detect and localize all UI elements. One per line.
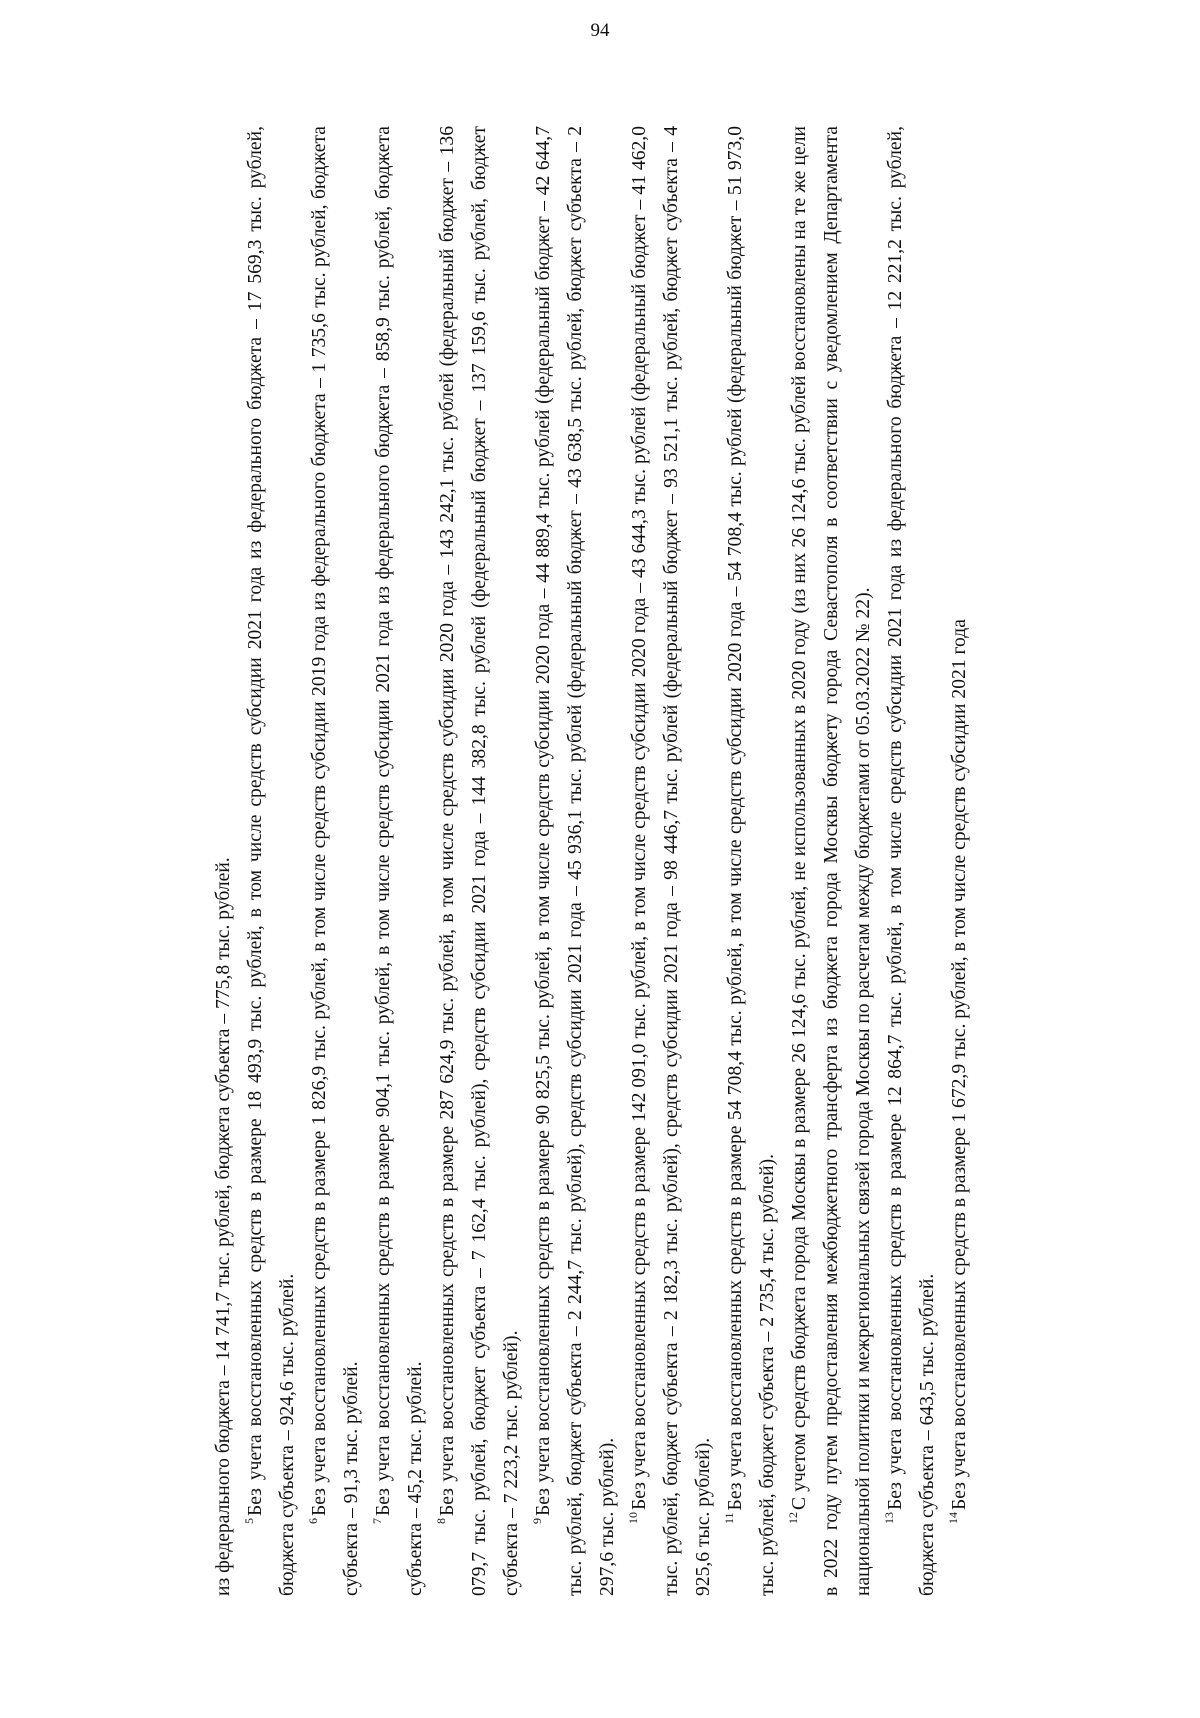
footnote-9 bbox=[528, 126, 624, 1596]
footnote-text: Без учета восстановленных средств в размере 1 826,9 тыс. рублей, в том числе средств субсидии 2019 года из федерального бюджета – 1 735,6 тыс. рублей, бюджета субъекта – 91,3 тыс. рублей. bbox=[309, 126, 362, 1596]
footnote-marker: 13 bbox=[882, 1512, 897, 1524]
footnote-marker: 7 bbox=[370, 1518, 385, 1524]
footnote-text: С учетом средств бюджета города Москвы в размере 26 124,6 тыс. рублей, не использованных в 2020 году (из них 26 124,6 тыс. рублей восстановлены на те же цели в 2022 году путем предоставления межбюджетного трансферта из бюджета города Москвы бюджету города Севастополя в соответствии с уведомлением Департамента национальной политики и межрегиональных связей города Москвы по расчетам между бюджетами от 05.03.2022 № 22). bbox=[789, 126, 874, 1596]
footnote-10 bbox=[624, 126, 720, 1596]
footnote-12 bbox=[784, 126, 880, 1596]
footnote-6 bbox=[304, 126, 368, 1596]
footnote-text: из федерального бюджета – 14 741,7 тыс. рублей, бюджета субъекта – 775,8 тыс. рублей. bbox=[213, 857, 234, 1596]
footnote-text: Без учета восстановленных средств в размере 287 624,9 тыс. рублей, в том числе средств субсидии 2020 года – 143 242,1 тыс. рублей (федеральный бюджет – 136 079,7 тыс. рублей, бюджет субъекта – 7 162,4 тыс. рублей), средств субсидии 2021 года – 144 382,8 тыс. рублей (федеральный бюджет – 137 159,6 тыс. рублей, бюджет субъекта – 7 223,2 тыс. рублей). bbox=[437, 126, 522, 1596]
footnote-text: Без учета восстановленных средств в размере 90 825,5 тыс. рублей, в том числе средств субсидии 2020 года – 44 889,4 тыс. рублей (федеральный бюджет – 42 644,7 тыс. рублей, бюджет субъекта – 2 244,7 тыс. рублей), средств субсидии 2021 года – 45 936,1 тыс. рублей (федеральный бюджет – 43 638,5 тыс. рублей, бюджет субъекта – 2 297,6 тыс. рублей). bbox=[533, 126, 618, 1596]
footnote-14 bbox=[944, 126, 976, 1596]
footnote-marker: 10 bbox=[626, 1512, 641, 1524]
page-number: 94 bbox=[590, 20, 610, 41]
footnote-marker: 8 bbox=[434, 1518, 449, 1524]
footnote-marker: 6 bbox=[306, 1518, 321, 1524]
footnote-marker: 9 bbox=[530, 1518, 545, 1524]
footnote-13 bbox=[880, 126, 944, 1596]
footnote-continuation bbox=[208, 126, 240, 1596]
footnote-text: Без учета восстановленных средств в размере 904,1 тыс. рублей, в том числе средств субсидии 2021 года из федерального бюджета – 858,9 тыс. рублей, бюджета субъекта – 45,2 тыс. рублей. bbox=[373, 126, 426, 1596]
footnote-text: Без учета восстановленных средств в размере 142 091,0 тыс. рублей, в том числе средств субсидии 2020 года – 43 644,3 тыс. рублей (федеральный бюджет – 41 462,0 тыс. рублей, бюджет субъекта – 2 182,3 тыс. рублей), средств субсидии 2021 года – 98 446,7 тыс. рублей (федеральный бюджет – 93 521,1 тыс. рублей, бюджет субъекта – 4 925,6 тыс. рублей). bbox=[629, 126, 714, 1596]
footnote-5 bbox=[240, 126, 304, 1596]
footnote-marker: 14 bbox=[946, 1512, 961, 1524]
footnote-text: Без учета восстановленных средств в размере 1 672,9 тыс. рублей, в том числе средств субсидии 2021 года bbox=[949, 619, 970, 1510]
footnote-text: Без учета восстановленных средств в размере 54 708,4 тыс. рублей, в том числе средств субсидии 2020 года – 54 708,4 тыс. рублей (федеральный бюджет – 51 973,0 тыс. рублей, бюджет субъекта – 2 735,4 тыс. рублей). bbox=[725, 126, 778, 1596]
footnote-marker: 12 bbox=[786, 1512, 801, 1524]
footnote-text: Без учета восстановленных средств в размере 18 493,9 тыс. рублей, в том числе средств субсидии 2021 года из федерального бюджета – 17 569,3 тыс. рублей, бюджета субъекта – 924,6 тыс. рублей. bbox=[245, 126, 298, 1596]
footnote-marker: 5 bbox=[242, 1518, 257, 1524]
footnote-7 bbox=[368, 126, 432, 1596]
footnotes-block bbox=[208, 126, 1168, 1596]
footnote-8 bbox=[432, 126, 528, 1596]
footnote-11 bbox=[720, 126, 784, 1596]
footnote-marker: 11 bbox=[722, 1512, 737, 1524]
footnote-text: Без учета восстановленных средств в размере 12 864,7 тыс. рублей, в том числе средств субсидии 2021 года из федерального бюджета – 12 221,2 тыс. рублей, бюджета субъекта – 643,5 тыс. рублей. bbox=[885, 126, 938, 1596]
